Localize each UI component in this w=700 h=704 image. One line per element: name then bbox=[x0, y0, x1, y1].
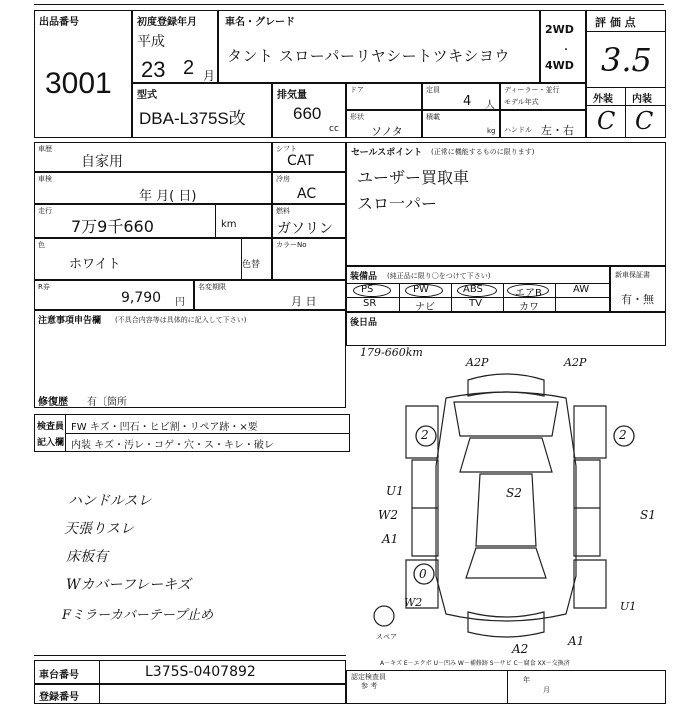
recycle-box bbox=[34, 280, 194, 310]
color-label: 色 bbox=[38, 241, 45, 249]
cert-label: 認定検査員 bbox=[351, 673, 386, 681]
mileage-value: 7万9千660 bbox=[71, 217, 154, 236]
cert-sub: 参 考 bbox=[361, 682, 378, 690]
mark-2-left: 2 bbox=[421, 428, 429, 442]
rear-items-box bbox=[346, 312, 666, 346]
registration-label: 初度登録年月 bbox=[137, 17, 197, 28]
color-no-label: カラーNo bbox=[276, 241, 307, 249]
mark-u1-left: U1 bbox=[386, 484, 404, 498]
mileage-label: 走行 bbox=[38, 207, 52, 215]
displacement-value: 660 bbox=[293, 104, 322, 123]
cert-date: 年 bbox=[523, 676, 530, 684]
repaint-label: 色替 bbox=[242, 260, 261, 270]
capacity-unit: 人 bbox=[485, 100, 495, 111]
mark-w2-bottom: W2 bbox=[404, 596, 423, 609]
era: 平成 bbox=[137, 34, 165, 50]
dealer-label: ディーラー・並行 bbox=[504, 86, 560, 94]
drive-4wd: 4WD bbox=[545, 59, 574, 72]
exterior-label: 外装 bbox=[593, 94, 613, 105]
mark-a2-bottom: A2 bbox=[512, 642, 529, 656]
hw-note-4: Wカバーフレーキズ bbox=[66, 577, 191, 593]
certified-inspector-box bbox=[346, 670, 666, 704]
lot-number-box bbox=[34, 10, 132, 138]
mark-a2p-left: A2P bbox=[466, 356, 489, 369]
equip-tv: TV bbox=[469, 298, 482, 309]
reg-number-box bbox=[34, 684, 346, 704]
equip-leather: カワ bbox=[519, 302, 539, 313]
sales-point-2: スロ一パー bbox=[357, 194, 438, 213]
car-name: タント スローパーリヤシートツキシヨウ bbox=[227, 47, 510, 65]
seller-notes-box bbox=[34, 310, 346, 408]
sales-point-1: ユーザー買取車 bbox=[357, 168, 470, 187]
color-value: ホワイト bbox=[69, 257, 121, 272]
equip-abs: ABS bbox=[463, 284, 483, 295]
top-border bbox=[34, 4, 664, 5]
capacity-value: 4 bbox=[463, 94, 472, 109]
name-change-label: 名変期限 bbox=[198, 283, 226, 291]
model-value: DBA-L375S改 bbox=[139, 109, 246, 128]
roof-outline bbox=[476, 474, 536, 546]
load-label: 積載 bbox=[426, 113, 440, 121]
model-year-label: モデル年式 bbox=[504, 98, 539, 106]
equipment-label: 装備品 bbox=[350, 272, 378, 282]
inspector-row-2: 内装 キズ・汚レ・コゲ・穴・ス・キレ・破レ bbox=[71, 440, 274, 451]
seller-notes-label: 注意事項申告欄 bbox=[38, 316, 102, 326]
inspection-box bbox=[34, 172, 272, 204]
equip-airbag: エアB bbox=[515, 288, 542, 299]
repair-label: 修復歴 bbox=[38, 397, 68, 408]
drive-box bbox=[540, 10, 586, 83]
hw-top-note: 179-660km bbox=[360, 346, 423, 359]
mark-2-right: 2 bbox=[619, 428, 627, 442]
recycle-label: R券 bbox=[38, 283, 50, 291]
inspector-box bbox=[34, 414, 350, 452]
shift-value: CAT bbox=[287, 153, 314, 169]
inspector-label-2: 記入欄 bbox=[37, 438, 65, 448]
capacity-label: 定員 bbox=[426, 86, 440, 94]
equipment-sub: (純正品に限り〇をつけて下さい) bbox=[387, 272, 491, 280]
hw-note-5: Fミラーカバーテープ止め bbox=[62, 608, 214, 623]
shape-box bbox=[346, 110, 422, 138]
equip-sr: SR bbox=[363, 298, 377, 309]
mileage-unit: km bbox=[221, 219, 237, 230]
mark-u1-bottom: U1 bbox=[620, 600, 637, 613]
mark-s1: S1 bbox=[640, 508, 656, 522]
mark-w2-left: W2 bbox=[378, 508, 398, 522]
inspector-label-1: 検査員 bbox=[37, 422, 65, 432]
reg-month: 2 bbox=[183, 57, 195, 79]
car-diagram bbox=[346, 346, 666, 656]
name-change-box bbox=[194, 280, 346, 310]
handle-box bbox=[500, 110, 586, 138]
reg-year: 23 bbox=[141, 57, 166, 82]
sales-point-sub: (正常に機能するものに限ります) bbox=[431, 148, 535, 156]
door-label: ドア bbox=[350, 86, 364, 94]
model-box bbox=[132, 83, 272, 138]
dealer-box bbox=[500, 83, 586, 110]
new-book-box bbox=[610, 266, 666, 312]
new-book-label: 新車保証書 bbox=[615, 271, 650, 279]
color-box bbox=[34, 238, 272, 280]
load-box bbox=[422, 110, 500, 138]
inspection-value: 年 月( 日) bbox=[139, 189, 197, 204]
recycle-value: 9,790 bbox=[121, 290, 162, 306]
repair-value: 有〔箇所 bbox=[87, 397, 127, 408]
shift-label: シフト bbox=[276, 145, 297, 153]
damage-legend: A－キズ E－エクボ U－凹み W－補修跡 S－サビ C－腐食 XX－交換済 bbox=[380, 660, 570, 667]
ac-label: 冷房 bbox=[276, 175, 290, 183]
score-box bbox=[586, 10, 666, 138]
interior-label: 内装 bbox=[632, 94, 652, 105]
mileage-box bbox=[34, 204, 272, 238]
mark-a2p-right: A2P bbox=[564, 356, 587, 369]
interior-grade: C bbox=[635, 107, 654, 135]
chassis-value: L375S-0407892 bbox=[145, 664, 256, 680]
mark-a1-left: A1 bbox=[382, 532, 399, 546]
displacement-unit: cc bbox=[329, 124, 339, 134]
body-outline bbox=[436, 392, 576, 621]
shape-label: 形状 bbox=[350, 113, 364, 121]
sales-point-label: セールスポイント bbox=[351, 148, 423, 158]
rear-bumper-outline bbox=[468, 612, 544, 637]
inspector-row-1: FW キズ・凹石・ヒビ割・リペア跡・×要 bbox=[71, 422, 258, 433]
fuel-value: ガソリン bbox=[277, 221, 333, 237]
recycle-unit: 円 bbox=[175, 297, 185, 308]
car-name-box bbox=[218, 10, 540, 83]
hw-note-1: ハンドルスレ bbox=[68, 493, 152, 509]
name-change-value: 月 日 bbox=[291, 295, 317, 308]
score-label: 評 価 点 bbox=[595, 16, 636, 29]
hw-note-2: 天張りスレ bbox=[64, 521, 134, 537]
rear-items-label: 後日品 bbox=[350, 318, 378, 328]
registration-box bbox=[132, 10, 218, 83]
new-book-value: 有・無 bbox=[621, 293, 654, 306]
shift-box bbox=[272, 142, 346, 172]
fuel-label: 燃料 bbox=[276, 207, 290, 215]
hood-outline bbox=[454, 402, 558, 436]
right-rear-fender bbox=[574, 560, 606, 608]
ac-box bbox=[272, 172, 346, 204]
car-type-label: 車歴 bbox=[38, 145, 52, 153]
score-value: 3.5 bbox=[601, 41, 652, 79]
spare-tire bbox=[374, 606, 394, 626]
spare-label: スペア bbox=[376, 633, 397, 641]
equip-pw: PW bbox=[413, 284, 429, 295]
handle-label: ハンドル bbox=[504, 126, 532, 134]
rear-window-outline bbox=[466, 548, 546, 578]
seller-notes-sub: (不具合内容等は具体的に記入して下さい) bbox=[115, 316, 247, 324]
drive-dot: ・ bbox=[561, 45, 571, 56]
ac-value: AC bbox=[297, 186, 317, 202]
windshield-outline bbox=[460, 438, 552, 472]
chassis-box bbox=[34, 660, 346, 684]
lot-number: 3001 bbox=[45, 67, 112, 100]
sales-point-box bbox=[346, 142, 666, 266]
car-type-box bbox=[34, 142, 272, 172]
equip-ps: PS bbox=[361, 284, 374, 295]
exterior-grade: C bbox=[597, 107, 616, 135]
equipment-box bbox=[346, 266, 610, 312]
displacement-label: 排気量 bbox=[277, 90, 307, 101]
shape-value: ソノタ bbox=[371, 125, 403, 138]
door-box bbox=[346, 83, 422, 110]
displacement-box bbox=[272, 83, 346, 138]
handle-value: 左・右 bbox=[541, 124, 574, 137]
cert-date-sub: 月 bbox=[543, 686, 550, 694]
equip-aw: AW bbox=[573, 284, 590, 295]
drive-2wd: 2WD bbox=[545, 23, 574, 36]
color-no-box bbox=[272, 238, 346, 280]
chassis-label: 車台番号 bbox=[39, 670, 79, 681]
equip-navi: ナビ bbox=[415, 302, 435, 313]
inspection-label: 車検 bbox=[38, 175, 52, 183]
hw-note-3: 床板有 bbox=[66, 549, 108, 565]
car-name-label: 車名・グレード bbox=[225, 17, 295, 28]
mark-s2: S2 bbox=[506, 486, 522, 500]
reg-number-label: 登録番号 bbox=[39, 692, 79, 703]
car-type-value: 自家用 bbox=[81, 154, 123, 170]
capacity-box bbox=[422, 83, 500, 110]
lot-label: 出品番号 bbox=[39, 17, 79, 28]
reg-month-unit: 月 bbox=[203, 69, 216, 83]
model-label: 型式 bbox=[137, 90, 157, 101]
right-front-fender bbox=[574, 406, 606, 458]
fuel-box bbox=[272, 204, 346, 238]
mark-0: 0 bbox=[419, 567, 427, 581]
load-unit: kg bbox=[487, 127, 496, 135]
mark-a1-bottom: A1 bbox=[568, 634, 585, 648]
